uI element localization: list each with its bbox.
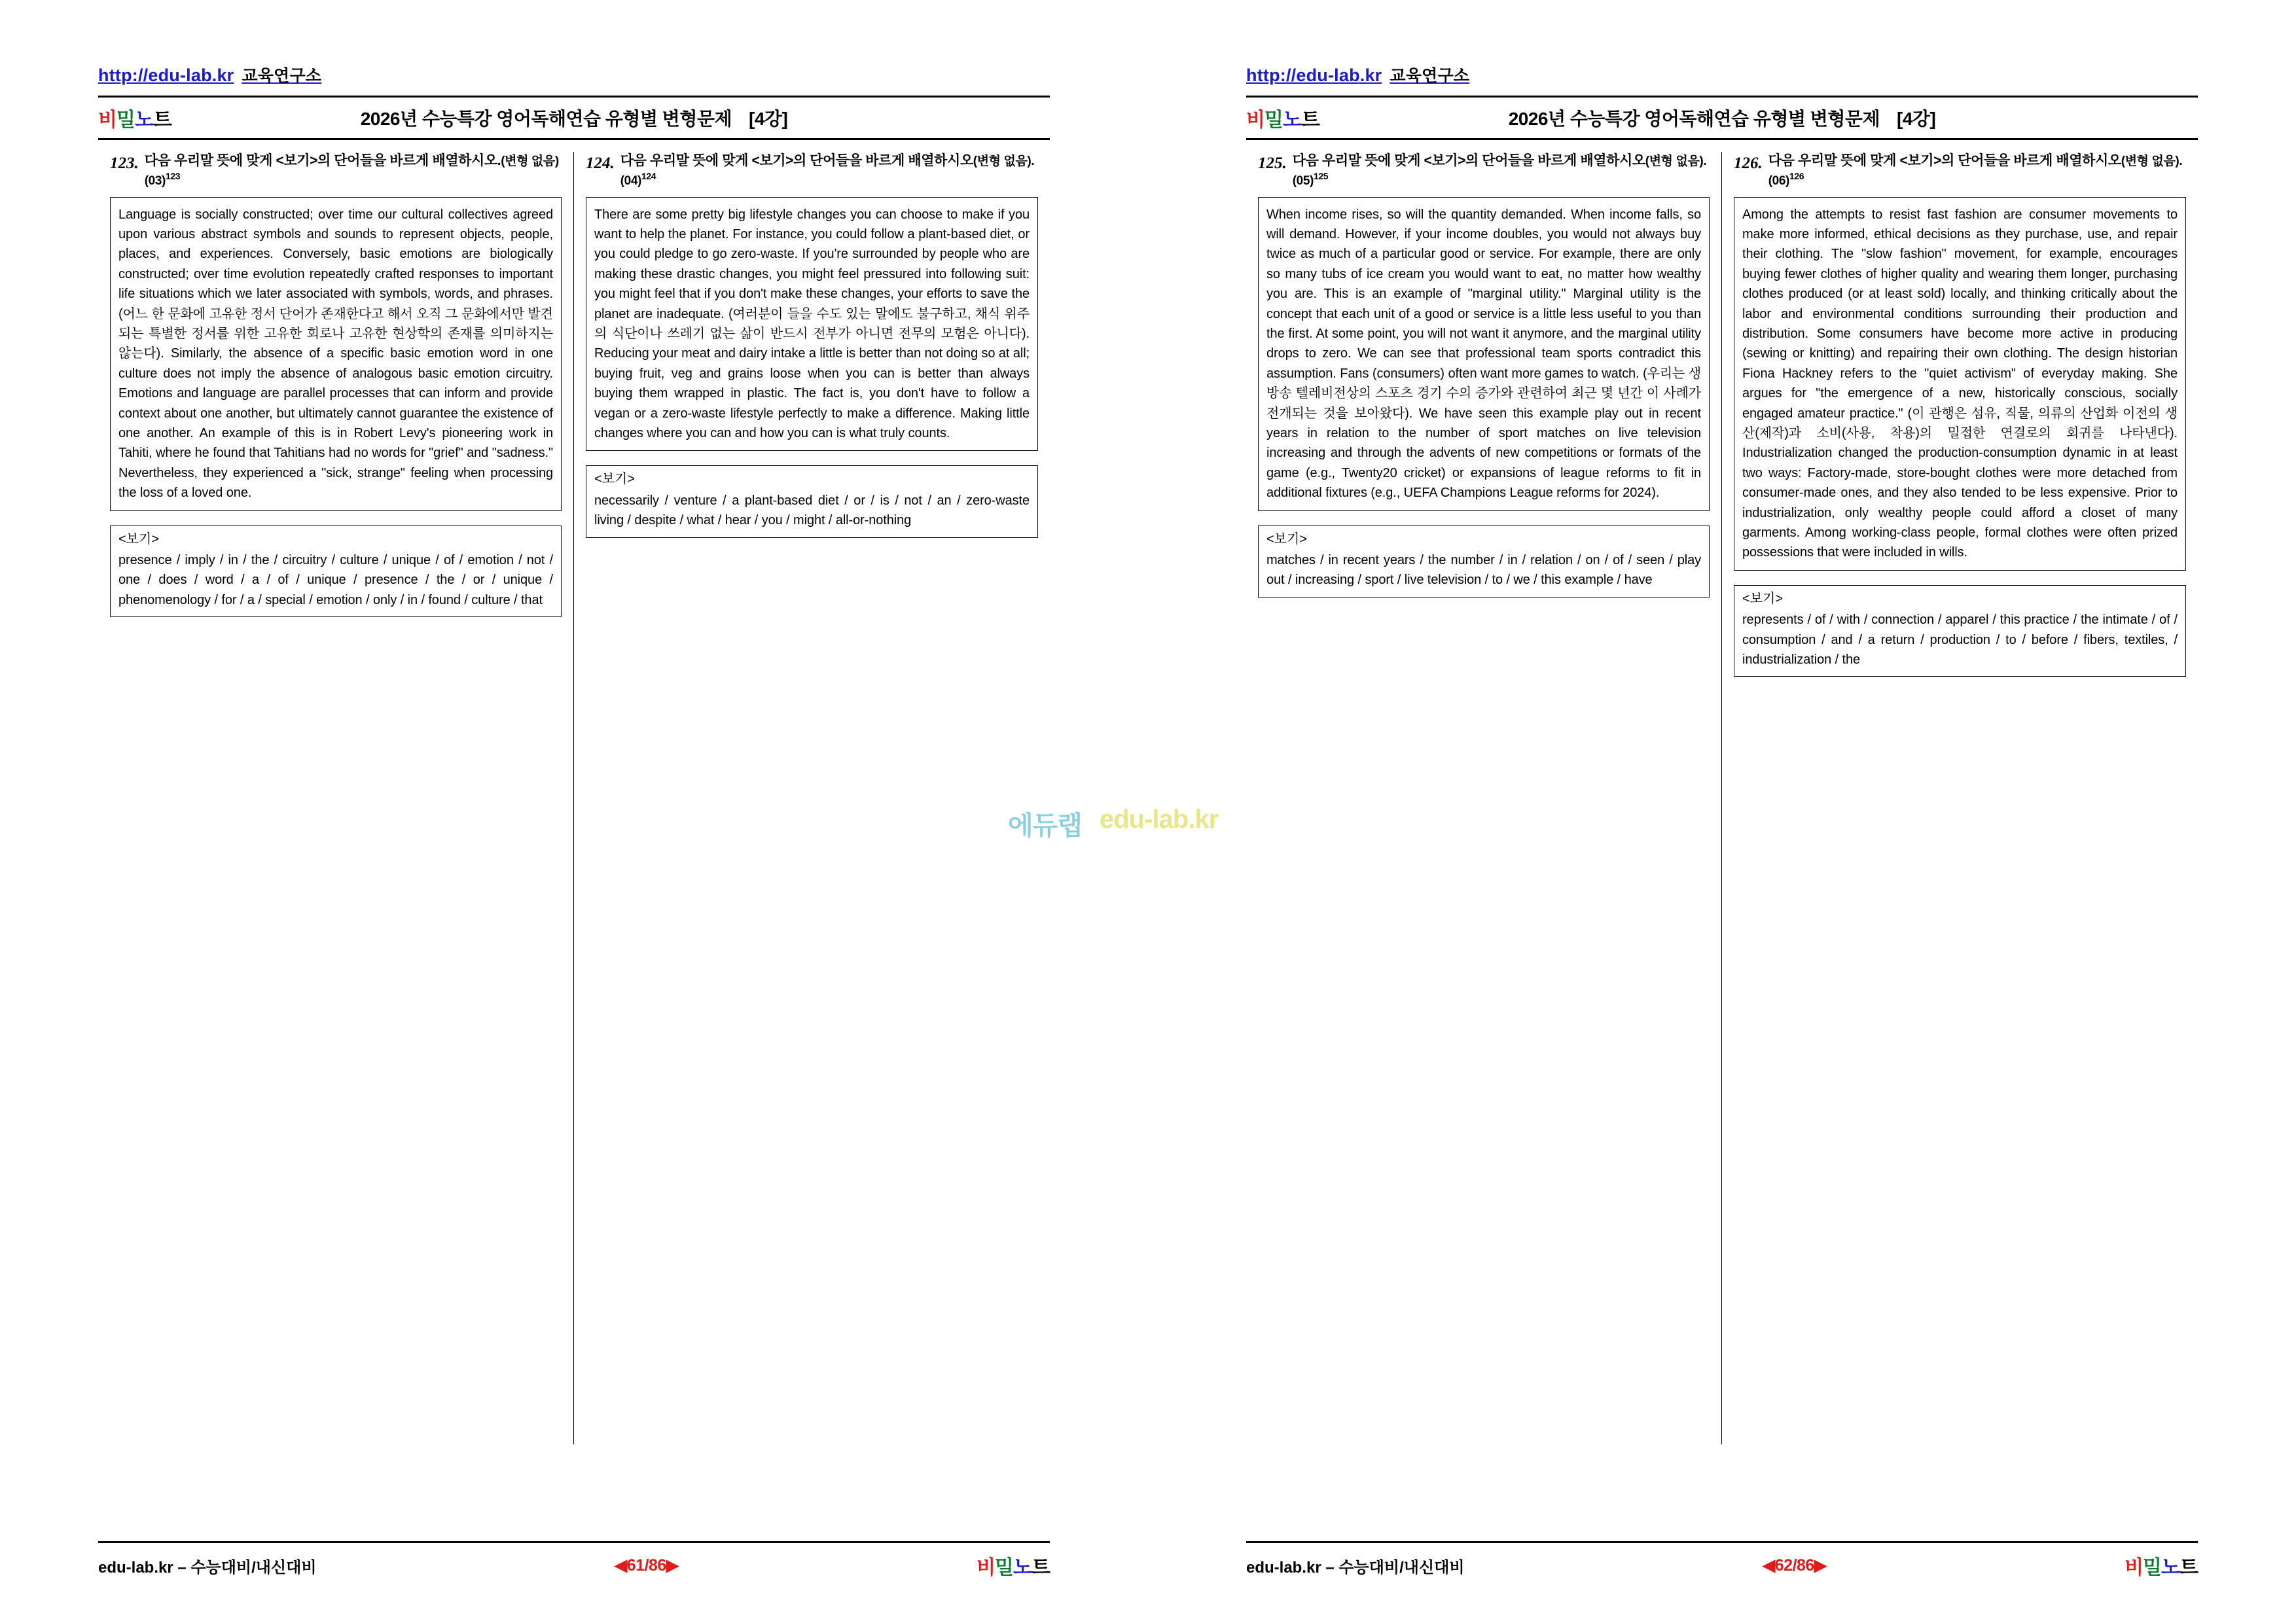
page-columns (98, 152, 1050, 1444)
brand-char-3: 노 (134, 109, 153, 131)
brand-char-2: 밀 (2143, 1557, 2162, 1578)
site-dept-label: 교육연구소 (1390, 67, 1470, 85)
brand-char-3: 노 (2161, 1557, 2180, 1578)
question-prompt (620, 152, 1038, 190)
word-bank-items: represents / of / with / connection / apparel / this practice / the intimate / of / consumption / and / a return / production / to / before / fibers, textiles, / industrialization / the (1742, 613, 2178, 667)
word-bank-box (586, 465, 1038, 537)
question-number: 123. (110, 154, 139, 172)
document-title (1246, 105, 2198, 131)
question-superscript: 125 (1313, 171, 1329, 182)
page-footer (1246, 1541, 2198, 1580)
word-bank-label: <보기> (1742, 591, 1783, 606)
question-variant: (변형 없음).(04) (620, 154, 1035, 188)
brand-char-1: 비 (98, 109, 117, 131)
question-header (1734, 152, 2186, 190)
question-number: 124. (586, 154, 615, 172)
page-footer (98, 1541, 1050, 1580)
question-number: 125. (1258, 154, 1287, 172)
page-header-bar (1246, 96, 2198, 140)
footer-site-label: edu-lab.kr – 수능대비/내신대비 (98, 1558, 317, 1577)
page-columns (1246, 152, 2198, 1444)
brand-char-3: 노 (1013, 1557, 1032, 1578)
word-bank-label: <보기> (1266, 531, 1307, 546)
question-superscript: 124 (641, 171, 656, 182)
brand-char-1: 비 (977, 1557, 996, 1578)
question-header (586, 152, 1038, 190)
brand-char-4: 트 (1031, 1557, 1050, 1578)
question-prompt-text: 다음 우리말 뜻에 맞게 <보기>의 단어들을 바르게 배열하시오 (1292, 153, 1645, 168)
question-prompt (1768, 152, 2186, 190)
passage-text: When income rises, so will the quantity demanded. When income falls, so will demand. However, if your income doubles, you would not always buy twice as much of a particular good or service. For example, there are only so many tubs of ice cream you would want to eat, no matter how wealthy you are. This is an example of "marginal utility." Marginal utility is the concept that each unit of a good or service is a little less useful to you than the first. At some point, you will not want it anymore, and the marginal utility drops to zero. We can see that professional team sports contradict this assumption. Fans (consumers) often want more games to watch. (우리는 생방송 텔레비전상의 스포츠 경기 수의 증가와 관련하여 최근 몇 년간 이 사례가 전개되는 것을 보아왔다). We have seen this example play out in recent years in relation to the number of sport matches on live television increasing and through the advents of new competitions or formats of the game (e.g., Twenty20 cricket) or expansions of league reforms to fit in additional fixtures (e.g., UEFA Champions League reforms for 2024). (1258, 197, 1710, 511)
brand-char-4: 트 (152, 109, 171, 131)
footer-site-label: edu-lab.kr – 수능대비/내신대비 (1246, 1558, 1465, 1577)
question-prompt-text: 다음 우리말 뜻에 맞게 <보기>의 단어들을 바르게 배열하시오 (1768, 153, 2121, 168)
question-prompt-text: 다음 우리말 뜻에 맞게 <보기>의 단어들을 바르게 배열하시오 (620, 153, 973, 168)
question-variant: (변형 없음).(05) (1292, 154, 1707, 188)
brand-char-2: 밀 (116, 109, 135, 131)
question-number: 126. (1734, 154, 1763, 172)
column-left (98, 152, 574, 1444)
question-prompt (145, 152, 562, 190)
word-bank-items: matches / in recent years / the number / in / relation / on / of / seen / play out / increasing / sport / live television / to / we / this example / have (1266, 552, 1701, 588)
document-title-text: 2026년 수능특강 영어독해연습 유형별 변형문제 (1508, 109, 1880, 129)
question-header (1258, 152, 1710, 190)
word-bank-box (110, 526, 562, 618)
word-bank-items: necessarily / venture / a plant-based diet / or / is / not / an / zero-waste living / despite / what / hear / you / might / all-or-nothing (594, 493, 1030, 528)
word-bank-label: <보기> (594, 472, 635, 487)
word-bank-box (1258, 526, 1710, 597)
question-prompt (1293, 152, 1710, 190)
page-header-bar (98, 96, 1050, 140)
footer-brand-logo (977, 1551, 1050, 1580)
site-url-link[interactable] (1246, 63, 2198, 86)
site-url-text: http://edu-lab.kr (1246, 65, 1382, 85)
footer-brand-logo (2125, 1551, 2198, 1580)
column-right (574, 152, 1050, 1444)
brand-char-1: 비 (2125, 1557, 2144, 1578)
brand-char-4: 트 (2179, 1557, 2198, 1578)
lesson-badge: [4강] (749, 109, 788, 129)
question-variant: (변형 없음)(03) (144, 154, 559, 188)
question-superscript: 126 (1789, 171, 1804, 182)
site-url-link[interactable] (98, 63, 1050, 86)
passage-text: Among the attempts to resist fast fashion are consumer movements to make more informed, ethical decisions as they purchase, use, and repair their clothing. The "slow fashion" movement, for example, encourages buying fewer clothes of higher quality and wearing them longer, purchasing clothes produced (or at least sold) locally, and thinking critically about the labor and environmental conditions surrounding their production and distribution. Some consumers have become more active in producing (sewing or knitting) and repairing their own clothing. The design historian Fiona Hackney refers to the "quiet activism" of everyday making. She argues for "the emergence of a new, historically conscious, socially engaged amateur practice." (이 관행은 섬유, 직물, 의류의 산업화 이전의 생산(제작)과 소비(사용, 착용)의 밀접한 연결로의 회귀를 나타낸다). Industrialization changed the production-consumption dynamic in at least two ways: Factory-made, store-bought clothes were more detached from consumer-made ones, and they also tended to be less expensive. Prior to industrialization, only wealthy people could afford a closet of many garments. Among working-class people, formal clothes were often prized possessions that were included in wills. (1734, 197, 2186, 571)
watermark-edulab-ko: 에듀랩 (1008, 812, 1082, 840)
document-title-text: 2026년 수능특강 영어독해연습 유형별 변형문제 (360, 109, 732, 129)
column-left (1246, 152, 1722, 1444)
word-bank-label: <보기> (118, 531, 159, 546)
page-indicator: ◀62/86▶ (1763, 1556, 1827, 1575)
page-62 (1148, 0, 2296, 1623)
question-variant: (변형 없음).(06) (1768, 154, 2183, 188)
site-dept-label: 교육연구소 (242, 67, 322, 85)
question-header (110, 152, 562, 190)
word-bank-items: presence / imply / in / the / circuitry / culture / unique / of / emotion / not / one / does / word / a / of / unique / presence / the / or / unique / phenomenology / for / a / special / emotion / only / in / found / culture / that (118, 552, 553, 607)
watermark-edulab-url: edu-lab.kr (1100, 805, 1219, 834)
brand-char-1: 비 (1246, 109, 1265, 131)
site-url-text: http://edu-lab.kr (98, 65, 234, 85)
passage-text: Language is socially constructed; over time our cultural collectives agreed upon various abstract symbols and sounds to represent objects, people, places, and experiences. Conversely, basic emotions are biologically constructed; over time evolution repeatedly crafted responses to important life situations which we later associated with symbols, words, and phrases. (어느 한 문화에 고유한 정서 단어가 존재한다고 해서 오직 그 문화에서만 발견되는 특별한 정서를 위한 고유한 회로나 고유한 현상학의 존재를 의미하지는 않는다). Similarly, the absence of a specific basic emotion word in one culture does not imply the absence of analogous basic emotion circuitry. Emotions and language are parallel processes that can inform and provide context about one another, but ultimately cannot guarantee the existence of one another. An example of this is in Robert Levy's pioneering work in Tahiti, where he found that Tahitians had no words for "grief" and "sadness." Nevertheless, they experienced a "sick, strange" feeling when processing the loss of a loved one. (110, 197, 562, 511)
brand-char-4: 트 (1300, 109, 1319, 131)
question-prompt-text: 다음 우리말 뜻에 맞게 <보기>의 단어들을 바르게 배열하시오. (144, 153, 501, 168)
lesson-badge: [4강] (1897, 109, 1936, 129)
document-title (98, 105, 1050, 131)
brand-char-2: 밀 (995, 1557, 1014, 1578)
brand-char-3: 노 (1282, 109, 1301, 131)
page-indicator: ◀61/86▶ (615, 1556, 679, 1575)
passage-text: There are some pretty big lifestyle changes you can choose to make if you want to help the planet. For instance, you could follow a plant-based diet, or you could pledge to go zero-waste. If you're surrounded by people who are making these drastic changes, you might feel pressured into following suit: you might feel that if you don't make these changes, your efforts to save the planet are inadequate. (여러분이 들을 수도 있는 말에도 불구하고, 채식 위주의 식단이나 쓰레기 없는 삶이 반드시 전부가 아니면 전무의 모험은 아니다). Reducing your meat and dairy intake a little is better than not doing so at all; buying fruit, veg and grains loose when you can is better than always buying them wrapped in plastic. The fact is, you don't have to follow a vegan or a zero-waste lifestyle perfectly to make a difference. Making little changes where you can and how you can is what truly counts. (586, 197, 1038, 452)
question-superscript: 123 (165, 171, 181, 182)
brand-char-2: 밀 (1264, 109, 1283, 131)
word-bank-box (1734, 585, 2186, 677)
column-right (1722, 152, 2198, 1444)
